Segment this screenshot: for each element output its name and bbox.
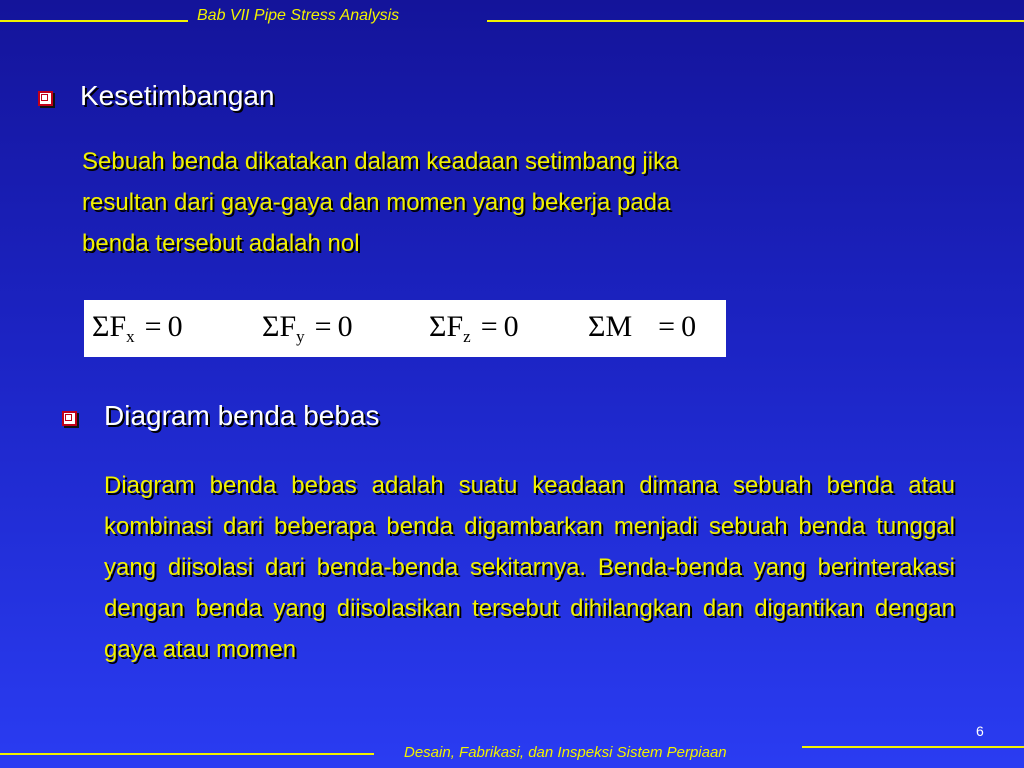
paragraph-line: Sebuah benda dikatakan dalam keadaan setimbang jika (82, 148, 679, 175)
equation-sum-m (588, 310, 696, 347)
footer-title: Desain, Fabrikasi, dan Inspeksi Sistem Perpiaan (404, 744, 727, 761)
page-number: 6 (976, 723, 984, 739)
equation-subscript: x (126, 327, 135, 346)
equation-value: 0 (681, 310, 697, 343)
bullet-icon (62, 411, 77, 426)
equation-operator: = (658, 310, 676, 343)
header-title: Bab VII Pipe Stress Analysis (197, 7, 400, 24)
equation-operator: = (314, 310, 332, 343)
equation-symbol: ΣM (588, 310, 633, 343)
section-heading-diagram: Diagram benda bebas (104, 400, 380, 431)
paragraph-line: benda tersebut adalah nol (82, 230, 360, 257)
equation-operator: = (144, 310, 162, 343)
equation-symbol: ΣF (262, 310, 297, 343)
section-paragraph-diagram: Diagram benda bebas adalah suatu keadaan dimana sebuah benda atau kombinasi dari beberapa benda digambarkan menjadi sebuah benda tunggal yang diisolasi dari benda-benda sekitarnya. Benda-benda yang berinterakasi dengan benda yang diisolasikan tersebut dihilangkan dan digantikan dengan gaya atau momen (104, 472, 955, 663)
header-rule-right (487, 20, 1024, 22)
paragraph-line: resultan dari gaya-gaya dan momen yang bekerja pada (82, 189, 671, 216)
equation-symbol: ΣF (92, 310, 127, 343)
footer-rule-right (802, 746, 1024, 748)
bullet-icon (38, 91, 53, 106)
equation-value: 0 (503, 310, 519, 343)
equation-value: 0 (167, 310, 183, 343)
equation-value: 0 (337, 310, 353, 343)
equation-sum-fy (262, 310, 353, 347)
section-heading-kesetimbangan: Kesetimbangan (80, 80, 275, 111)
equation-symbol: ΣF (429, 310, 464, 343)
section-paragraph-kesetimbangan (82, 141, 952, 264)
equation-sum-fz (429, 310, 519, 347)
header-rule-left (0, 20, 188, 22)
equation-subscript: z (463, 327, 471, 346)
footer-rule-left (0, 753, 374, 755)
equation-subscript: y (296, 327, 305, 346)
equation-sum-fx (92, 310, 183, 347)
equilibrium-equations (84, 300, 726, 357)
equation-operator: = (480, 310, 498, 343)
